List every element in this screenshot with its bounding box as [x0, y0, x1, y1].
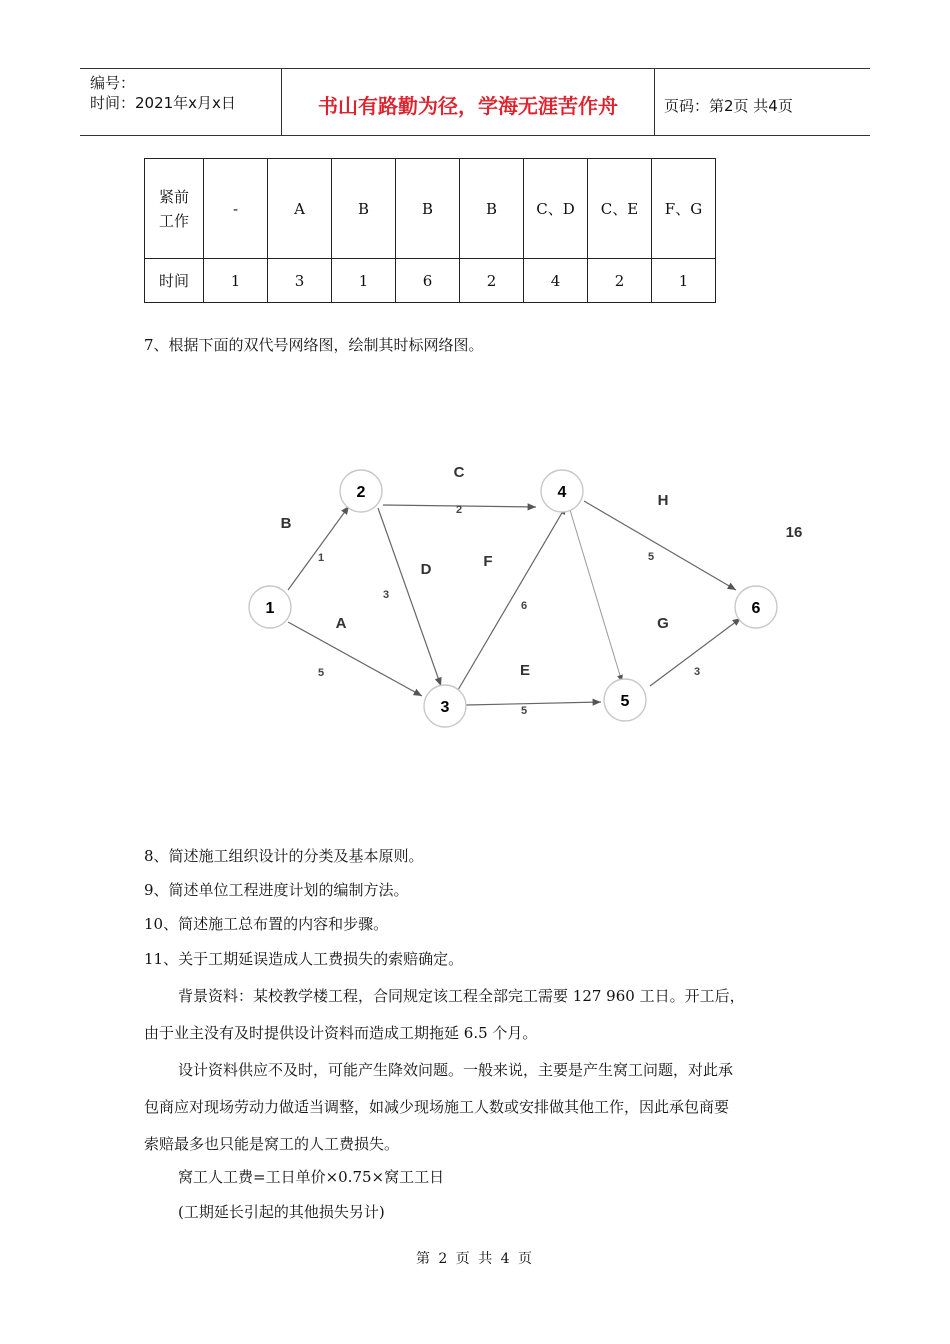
table-cell: 4	[524, 259, 588, 303]
duration-4-6: 5	[647, 551, 655, 563]
activity-label-f: F	[483, 553, 493, 570]
formula-line: 窝工人工费=工日单价×0.75×窝工工日	[178, 1168, 445, 1186]
activity-table	[144, 158, 716, 303]
total-duration: 16	[785, 524, 803, 541]
table-cell: B	[396, 159, 460, 259]
duration-3-4: 6	[520, 600, 528, 612]
table-cell: 1	[652, 259, 716, 303]
table-cell: F、G	[652, 159, 716, 259]
node-6	[735, 586, 777, 628]
question-7: 7、根据下面的双代号网络图，绘制其时标网络图。	[144, 336, 484, 354]
table-cell: 3	[268, 259, 332, 303]
table-cell: 6	[396, 259, 460, 303]
duration-3-5: 5	[520, 705, 528, 717]
paragraph-line: 设计资料供应不及时，可能产生降效问题。一般来说，主要是产生窝工问题，对此承	[178, 1061, 734, 1079]
predecessor-row	[145, 159, 716, 259]
activity-label-a: A	[335, 615, 347, 632]
doc-date-label: 时间：2021年x月x日	[90, 94, 236, 112]
table-cell: B	[460, 159, 524, 259]
node-3	[424, 685, 466, 727]
paragraph-line: 由于业主没有及时提供设计资料而造成工期拖延 6.5 个月。	[144, 1024, 538, 1042]
table-cell: 2	[588, 259, 652, 303]
question-11: 11、关于工期延误造成人工费损失的索赔确定。	[144, 950, 464, 968]
question-10: 10、简述施工总布置的内容和步骤。	[144, 915, 389, 933]
node-label: 2	[356, 484, 366, 501]
activity-label-b: B	[280, 515, 292, 532]
row-label-predecessor: 紧前 工作	[145, 159, 204, 259]
node-label: 5	[620, 693, 630, 710]
node-1	[249, 586, 291, 628]
node-5	[604, 679, 646, 721]
header-top-rule	[80, 68, 870, 69]
question-8: 8、简述施工组织设计的分类及基本原则。	[144, 847, 424, 865]
arrow-3-4	[455, 504, 566, 690]
duration-2-3: 3	[382, 589, 390, 601]
page-counter: 页码：第2页 共4页	[664, 97, 793, 115]
duration-2-4: 2	[455, 504, 463, 516]
note-line: (工期延长引起的其他损失另计)	[178, 1203, 385, 1221]
table-cell: B	[332, 159, 396, 259]
node-4	[541, 470, 583, 512]
table-cell: A	[268, 159, 332, 259]
duration-1-3: 5	[317, 667, 325, 679]
table-cell: 1	[204, 259, 268, 303]
table-cell: C、D	[524, 159, 588, 259]
arrow-3-5	[466, 702, 601, 705]
node-label: 4	[557, 484, 567, 501]
node-2	[340, 470, 382, 512]
activity-label-e: E	[519, 662, 531, 679]
node-label: 6	[751, 600, 761, 617]
duration-1-2: 1	[317, 552, 325, 564]
duration-5-6: 3	[693, 666, 701, 678]
arrow-4-5	[570, 510, 622, 682]
activity-label-h: H	[657, 492, 669, 509]
paragraph-line: 背景资料：某校教学楼工程，合同规定该工程全部完工需要 127 960 工日。开工后，	[178, 987, 745, 1005]
question-9: 9、简述单位工程进度计划的编制方法。	[144, 881, 409, 899]
header-bottom-rule	[80, 135, 870, 136]
activity-label-c: C	[453, 464, 465, 481]
activity-label-g: G	[657, 615, 669, 632]
page-footer: 第 2 页 共 4 页	[415, 1251, 535, 1267]
arrow-1-2	[288, 506, 349, 590]
arrow-4-6	[584, 501, 736, 590]
header-motto: 书山有路勤为径，学海无涯苦作舟	[318, 94, 618, 118]
activity-label-d: D	[420, 561, 432, 578]
time-row	[145, 259, 716, 303]
table-cell: -	[204, 159, 268, 259]
node-label: 1	[265, 600, 275, 617]
table-cell: 2	[460, 259, 524, 303]
paragraph-line: 包商应对现场劳动力做适当调整，如减少现场施工人数或安排做其他工作，因此承包商要	[144, 1098, 730, 1116]
header-divider-right	[654, 68, 655, 135]
doc-number-label: 编号：	[90, 74, 136, 92]
arrow-1-3	[288, 622, 422, 696]
paragraph-line: 索赔最多也只能是窝工的人工费损失。	[144, 1135, 400, 1153]
network-diagram	[230, 450, 830, 770]
node-label: 3	[440, 699, 450, 716]
table-cell: 1	[332, 259, 396, 303]
row-label-time: 时间	[145, 259, 204, 303]
table-cell: C、E	[588, 159, 652, 259]
